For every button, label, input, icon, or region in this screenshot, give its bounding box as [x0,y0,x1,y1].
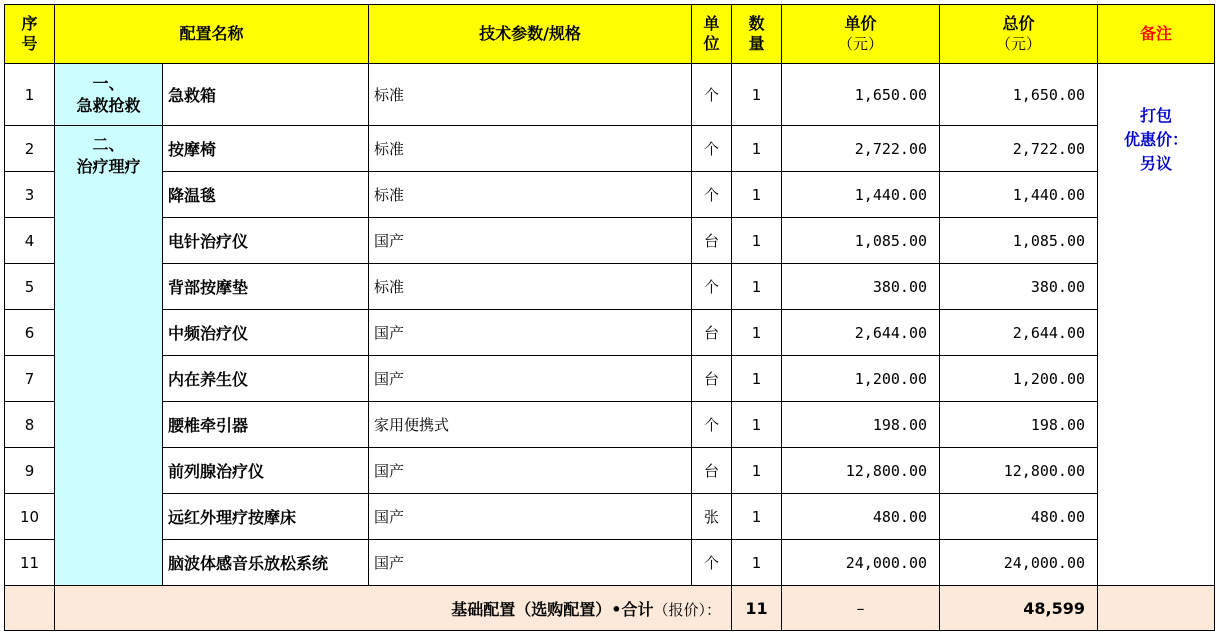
row-qty: 1 [732,356,782,402]
row-unit-price: 1,440.00 [782,172,940,218]
category-cell: 二、 治疗理疗 [55,126,163,586]
row-total: 2,644.00 [940,310,1098,356]
row-spec: 标准 [369,172,692,218]
header-row [5,5,1215,64]
row-total: 1,650.00 [940,64,1098,126]
row-qty: 1 [732,540,782,586]
row-unit-price: 2,722.00 [782,126,940,172]
row-total: 198.00 [940,402,1098,448]
header-unit: 单 位 [692,5,732,64]
row-total: 1,200.00 [940,356,1098,402]
row-name: 前列腺治疗仪 [163,448,369,494]
table-row [5,540,1215,586]
row-qty: 1 [732,448,782,494]
row-qty: 1 [732,264,782,310]
row-spec: 标准 [369,64,692,126]
row-unit-price: 12,800.00 [782,448,940,494]
row-unit: 个 [692,540,732,586]
row-seq: 2 [5,126,55,172]
row-unit-price: 1,650.00 [782,64,940,126]
row-spec: 国产 [369,448,692,494]
row-qty: 1 [732,494,782,540]
row-total: 24,000.00 [940,540,1098,586]
row-name: 脑波体感音乐放松系统 [163,540,369,586]
total-row-empty-seq [5,586,55,631]
row-spec: 国产 [369,356,692,402]
row-total: 1,085.00 [940,218,1098,264]
row-name: 背部按摩垫 [163,264,369,310]
row-unit-price: 480.00 [782,494,940,540]
table-row [5,126,1215,172]
row-spec: 家用便携式 [369,402,692,448]
row-qty: 1 [732,172,782,218]
row-unit: 台 [692,448,732,494]
total-unit-price: – [782,586,940,631]
table-row [5,494,1215,540]
row-spec: 标准 [369,126,692,172]
header-remark: 备注 [1098,5,1215,64]
total-row-empty-remark [1098,586,1215,631]
row-unit: 张 [692,494,732,540]
row-name: 远红外理疗按摩床 [163,494,369,540]
row-unit: 个 [692,64,732,126]
table-row [5,402,1215,448]
row-seq: 6 [5,310,55,356]
header-config-name: 配置名称 [55,5,369,64]
table-row [5,218,1215,264]
row-unit: 台 [692,218,732,264]
row-total: 12,800.00 [940,448,1098,494]
row-name: 内在养生仪 [163,356,369,402]
row-unit-price: 1,085.00 [782,218,940,264]
row-name: 降温毯 [163,172,369,218]
row-spec: 国产 [369,218,692,264]
row-name: 腰椎牵引器 [163,402,369,448]
row-spec: 国产 [369,494,692,540]
row-total: 480.00 [940,494,1098,540]
row-seq: 11 [5,540,55,586]
row-qty: 1 [732,402,782,448]
row-qty: 1 [732,310,782,356]
row-name: 电针治疗仪 [163,218,369,264]
row-total: 380.00 [940,264,1098,310]
row-unit: 台 [692,356,732,402]
table-row [5,310,1215,356]
row-total: 1,440.00 [940,172,1098,218]
total-label: 基础配置（选购配置）•合计（报价）： [55,586,732,631]
row-unit: 个 [692,264,732,310]
header-unit-price: 单价 （元） [782,5,940,64]
row-total: 2,722.00 [940,126,1098,172]
table-row [5,264,1215,310]
category-cell: 一、 急救抢救 [55,64,163,126]
row-unit-price: 380.00 [782,264,940,310]
remark-note: 打包 优惠价： 另议 [1098,64,1215,586]
row-unit-price: 198.00 [782,402,940,448]
row-seq: 10 [5,494,55,540]
row-spec: 国产 [369,540,692,586]
row-unit: 个 [692,126,732,172]
row-qty: 1 [732,64,782,126]
row-seq: 3 [5,172,55,218]
total-qty: 11 [732,586,782,631]
grand-total: 48,599 [940,586,1098,631]
row-spec: 国产 [369,310,692,356]
row-seq: 5 [5,264,55,310]
table-row [5,172,1215,218]
table-row [5,64,1215,126]
row-qty: 1 [732,126,782,172]
total-row [5,586,1215,631]
row-unit: 台 [692,310,732,356]
header-seq: 序 号 [5,5,55,64]
table-row [5,356,1215,402]
row-unit: 个 [692,172,732,218]
table-row [5,448,1215,494]
row-seq: 7 [5,356,55,402]
row-unit: 个 [692,402,732,448]
row-seq: 1 [5,64,55,126]
header-total-price: 总价 （元） [940,5,1098,64]
row-unit-price: 1,200.00 [782,356,940,402]
row-unit-price: 2,644.00 [782,310,940,356]
row-qty: 1 [732,218,782,264]
row-unit-price: 24,000.00 [782,540,940,586]
row-seq: 8 [5,402,55,448]
quotation-table [4,4,1215,631]
row-seq: 9 [5,448,55,494]
row-name: 急救箱 [163,64,369,126]
header-spec: 技术参数/规格 [369,5,692,64]
row-spec: 标准 [369,264,692,310]
row-seq: 4 [5,218,55,264]
header-qty: 数 量 [732,5,782,64]
row-name: 中频治疗仪 [163,310,369,356]
row-name: 按摩椅 [163,126,369,172]
